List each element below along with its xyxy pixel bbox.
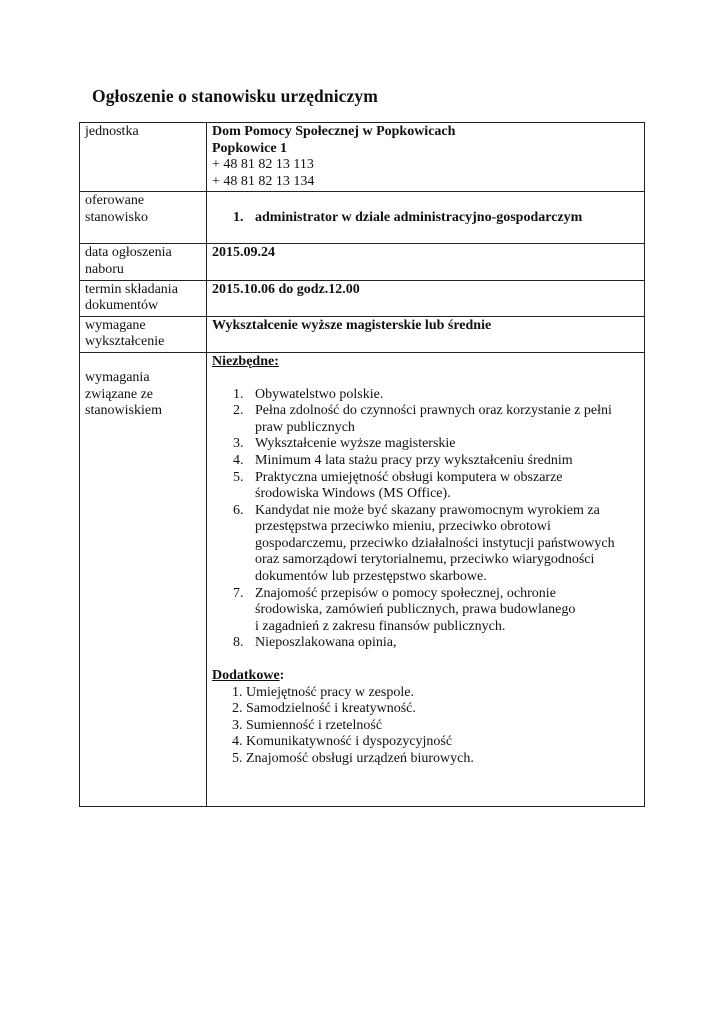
unit-name: Dom Pomocy Społecznej w Popkowicach xyxy=(212,124,456,139)
required-item-num: 7. xyxy=(233,585,244,601)
page-title: Ogłoszenie o stanowisku urzędniczym xyxy=(92,86,378,106)
value-education: Wykształcenie wyższe magisterskie lub średnie xyxy=(207,316,645,352)
offered-position-text: administrator w dziale administracyjno-gospodarczym xyxy=(255,210,583,226)
label-requirements xyxy=(80,352,207,806)
unit-phone-2: + 48 81 82 13 134 xyxy=(212,173,315,189)
required-item-line: gospodarczemu, przeciwko działalności instytucji państwowych xyxy=(255,535,615,551)
required-item-line: Obywatelstwo polskie. xyxy=(255,386,384,402)
required-item xyxy=(212,586,640,636)
required-item-line: dokumentów lub przestępstwo skarbowe. xyxy=(255,569,487,585)
required-item xyxy=(212,403,640,436)
required-item xyxy=(212,503,640,586)
additional-list xyxy=(212,685,640,768)
required-item-num: 1. xyxy=(233,386,244,402)
label-education xyxy=(80,316,207,352)
required-heading: Niezbędne: xyxy=(212,353,279,369)
required-item-num: 4. xyxy=(233,452,244,468)
label-unit: jednostka xyxy=(80,123,207,192)
required-item-line: Praktyczna umiejętność obsługi komputera w obszarze xyxy=(255,469,563,485)
value-requirements xyxy=(207,352,645,806)
label-deadline xyxy=(80,280,207,316)
additional-item: 4. Komunikatywność i dyspozycyjność xyxy=(232,734,453,750)
required-item-line: Minimum 4 lata stażu pracy przy wykształceniu średnim xyxy=(255,452,573,468)
unit-address: Popkowice 1 xyxy=(212,140,288,156)
required-item-num: 5. xyxy=(233,469,244,485)
list-item xyxy=(212,210,640,227)
value-unit xyxy=(207,123,645,192)
required-item xyxy=(212,436,640,453)
row-position xyxy=(80,192,645,244)
row-announce-date xyxy=(80,244,645,280)
required-item-line: oraz samorządowi terytorialnemu, przeciwko wiarygodności xyxy=(255,552,595,568)
announcement-table xyxy=(79,122,645,807)
additional-item: 5. Znajomość obsługi urządzeń biurowych. xyxy=(232,751,474,766)
required-item-line: Kandydat nie może być skazany prawomocnym wyrokiem za xyxy=(255,502,600,518)
value-deadline: 2015.10.06 do godz.12.00 xyxy=(207,280,645,316)
row-deadline xyxy=(80,280,645,316)
label-req-line1: wymagania xyxy=(85,369,150,385)
offered-position-list xyxy=(212,193,640,227)
required-list xyxy=(212,387,640,653)
additional-item: 1. Umiejętność pracy w zespole. xyxy=(232,684,414,700)
required-item-line: przestępstwa przeciwko mieniu, przeciwko obrotowi xyxy=(255,519,551,535)
value-position xyxy=(207,192,645,244)
required-item-line: Nieposzlakowana opinia, xyxy=(255,635,397,651)
required-item-num: 2. xyxy=(233,403,244,419)
value-announce-date: 2015.09.24 xyxy=(207,244,645,280)
label-announce-line2: naboru xyxy=(85,261,124,277)
row-requirements xyxy=(80,352,645,806)
required-item-line: i zagadnień z zakresu finansów publicznych. xyxy=(255,618,506,634)
label-announce-date xyxy=(80,244,207,280)
row-education xyxy=(80,316,645,352)
row-unit xyxy=(80,123,645,192)
required-item-line: Wykształcenie wyższe magisterskie xyxy=(255,436,456,452)
required-item xyxy=(212,453,640,470)
required-item xyxy=(212,635,640,652)
unit-phone-1: + 48 81 82 13 113 xyxy=(212,157,314,173)
required-item-line: Znajomość przepisów o pomocy społecznej, ochronie xyxy=(255,585,556,601)
label-deadline-line1: termin składania xyxy=(85,281,178,297)
required-item-line: Pełna zdolność do czynności prawnych oraz korzystanie z pełni xyxy=(255,403,612,419)
required-item-num: 6. xyxy=(233,502,244,518)
required-item-line: środowiska, zamówień publicznych, prawa budowlanego xyxy=(255,602,576,618)
label-position xyxy=(80,192,207,244)
additional-item: 2. Samodzielność i kreatywność. xyxy=(232,701,416,717)
label-education-line2: wykształcenie xyxy=(85,334,165,350)
additional-heading-colon: : xyxy=(279,668,285,684)
required-item-line: środowiska Windows (MS Office). xyxy=(255,486,451,502)
required-item xyxy=(212,387,640,404)
required-item-num: 8. xyxy=(233,635,244,651)
label-req-line2: związane ze xyxy=(85,386,153,402)
label-position-line1: oferowane xyxy=(85,193,145,209)
offered-position-num: 1. xyxy=(233,210,244,226)
required-item-line: praw publicznych xyxy=(255,419,355,435)
label-education-line1: wymagane xyxy=(85,317,146,333)
required-item xyxy=(212,470,640,503)
additional-heading: Dodatkowe xyxy=(212,668,280,684)
label-position-line2: stanowisko xyxy=(85,209,148,225)
label-announce-line1: data ogłoszenia xyxy=(85,245,172,261)
required-item-num: 3. xyxy=(233,436,244,452)
label-deadline-line2: dokumentów xyxy=(85,298,159,314)
additional-item: 3. Sumienność i rzetelność xyxy=(232,717,383,733)
label-req-line3: stanowiskiem xyxy=(85,403,162,419)
